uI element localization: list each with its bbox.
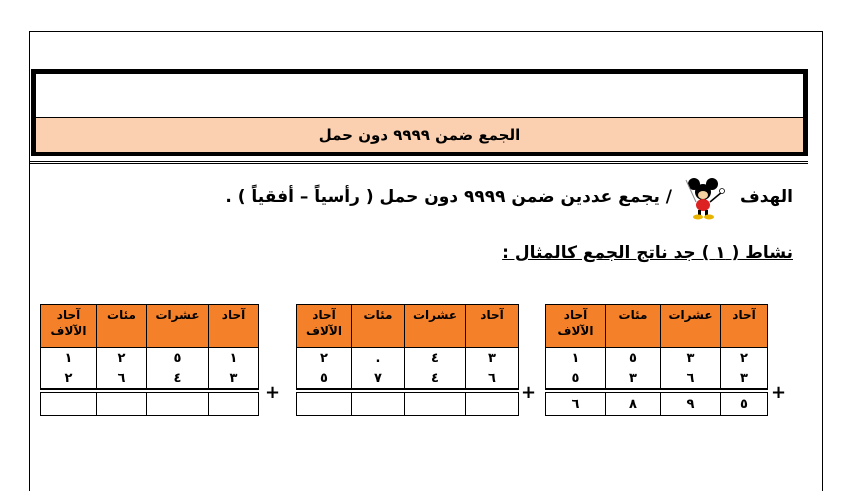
goal-text: / يجمع عددين ضمن ٩٩٩٩ دون حمل ( رأسياً – أفقياً ) . (225, 187, 672, 207)
result-cell[interactable] (41, 393, 97, 416)
result-cell[interactable] (466, 393, 519, 416)
activity-heading: نشاط ( ١ ) جد ناتج الجمع كالمثال : (502, 243, 793, 263)
cell: ٦ (97, 368, 147, 389)
cell: ٥ (546, 368, 606, 389)
cell: ٧ (352, 368, 405, 389)
cell: ٤ (147, 368, 209, 389)
cell: . (352, 348, 405, 369)
cell: ١ (209, 348, 259, 369)
plus-sign: + (771, 382, 787, 403)
header-hundreds: مئات (97, 305, 147, 348)
plus-sign: + (521, 382, 537, 403)
header-hundreds: مئات (606, 305, 661, 348)
result-cell: ٥ (721, 393, 768, 416)
cell: ٤ (405, 348, 466, 369)
cell: ٣ (209, 368, 259, 389)
header-tens: عشرات (661, 305, 721, 348)
cell: ١ (41, 348, 97, 369)
lesson-title: الجمع ضمن ٩٩٩٩ دون حمل (36, 117, 803, 152)
result-cell[interactable] (352, 393, 405, 416)
result-cell[interactable] (147, 393, 209, 416)
result-cell: ٦ (546, 393, 606, 416)
header-thousands: آحاد الآلاف (546, 305, 606, 348)
cell: ٣ (466, 348, 519, 369)
cell: ٢ (297, 348, 352, 369)
result-cell[interactable] (405, 393, 466, 416)
result-cell: ٨ (606, 393, 661, 416)
header-hundreds: مئات (352, 305, 405, 348)
cell: ١ (546, 348, 606, 369)
header-thousands: آحاد الآلاف (41, 305, 97, 348)
place-value-table-example (545, 304, 768, 416)
result-cell[interactable] (97, 393, 147, 416)
place-value-table-3 (40, 304, 259, 416)
cell: ٢ (97, 348, 147, 369)
header-ones: آحاد (466, 305, 519, 348)
title-divider (29, 161, 808, 164)
title-box (31, 69, 808, 156)
cell: ٥ (297, 368, 352, 389)
plus-sign: + (265, 382, 281, 403)
result-cell: ٩ (661, 393, 721, 416)
goal-line (225, 174, 793, 220)
result-cell[interactable] (209, 393, 259, 416)
cell: ٦ (466, 368, 519, 389)
place-value-table-2 (296, 304, 519, 416)
header-ones: آحاد (209, 305, 259, 348)
cell: ٣ (661, 348, 721, 369)
result-cell[interactable] (297, 393, 352, 416)
cell: ٣ (606, 368, 661, 389)
header-thousands: آحاد الآلاف (297, 305, 352, 348)
cell: ٢ (721, 348, 768, 369)
cell: ٤ (405, 368, 466, 389)
cell: ٥ (606, 348, 661, 369)
header-ones: آحاد (721, 305, 768, 348)
cell: ٥ (147, 348, 209, 369)
cell: ٦ (661, 368, 721, 389)
mascot-icon (680, 174, 726, 220)
cell: ٣ (721, 368, 768, 389)
cell: ٢ (41, 368, 97, 389)
header-tens: عشرات (147, 305, 209, 348)
header-tens: عشرات (405, 305, 466, 348)
goal-label: الهدف (739, 187, 793, 207)
